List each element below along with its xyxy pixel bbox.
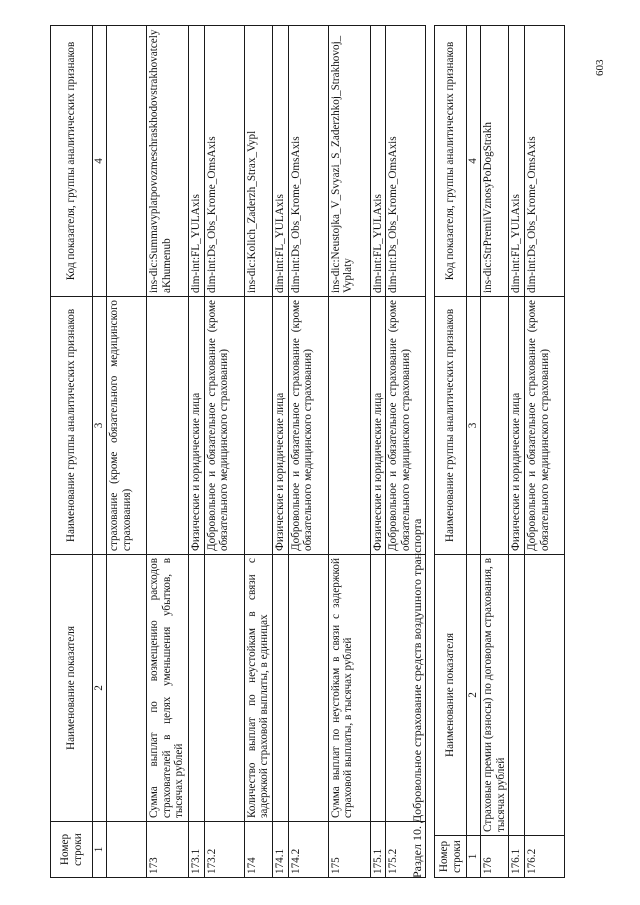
indicator-name	[509, 555, 525, 836]
indicator-name	[524, 555, 564, 836]
row-number: 173	[147, 822, 189, 878]
indicator-name	[189, 555, 205, 822]
section-title: Раздел 10. Добровольное страхование средств воздушного транспорта	[410, 518, 424, 878]
column-number: 3	[467, 297, 481, 555]
column-number: 4	[467, 26, 481, 297]
row-number: 176	[481, 836, 509, 878]
indicator-code: dim-int:FL_YULAxis	[370, 26, 386, 297]
column-number-row	[93, 26, 107, 878]
group-name: Добровольное и обязательное страхование (кроме обязательного медицинского страхования)	[386, 297, 426, 555]
page-number: 603	[594, 59, 606, 76]
indicator-code: dim-int:Ds_Obs_Krome_OmsAxis	[204, 26, 244, 297]
group-name: Добровольное и обязательное страхование (кроме обязательного медицинского страхования)	[288, 297, 328, 555]
row-number: 175.2	[386, 822, 426, 878]
indicator-name: Страховые премии (взносы) по договорам страхования, в тысячах рублей	[481, 555, 509, 836]
row-number: 174.1	[272, 822, 288, 878]
row-number: 176.1	[509, 836, 525, 878]
table-row	[107, 26, 147, 878]
indicator-name	[370, 555, 386, 822]
row-number: 174	[244, 822, 272, 878]
indicator-name: Сумма выплат по неустойкам в связи с задержкой страховой выплаты, в тысячах рублей	[328, 555, 370, 822]
column-number: 1	[467, 836, 481, 878]
header-code: Код показателя, группы аналитических признаков	[435, 26, 467, 297]
header-group-name: Наименование группы аналитических признаков	[435, 297, 467, 555]
table-row	[524, 26, 564, 878]
indicator-code: ins-dic:Neustojka_V_Svyazi_S_Zaderzhkoj_Strakhovoj_Vyplaty	[328, 26, 370, 297]
group-name: Добровольное и обязательное страхование (кроме обязательного медицинского страхования)	[524, 297, 564, 555]
indicator-name	[272, 555, 288, 822]
table-row	[328, 26, 370, 878]
group-name: Добровольное и обязательное страхование (кроме обязательного медицинского страхования)	[204, 297, 244, 555]
row-number: 174.2	[288, 822, 328, 878]
row-number: 173.2	[204, 822, 244, 878]
column-number: 3	[93, 297, 107, 555]
indicator-code: dim-int:FL_YULAxis	[509, 26, 525, 297]
indicator-code: dim-int:FL_YULAxis	[189, 26, 205, 297]
table-row	[244, 26, 272, 878]
column-number-row	[467, 26, 481, 878]
table-row	[204, 26, 244, 878]
header-row-number: Номер строки	[51, 822, 93, 878]
rotated-sheet	[50, 26, 590, 878]
header-code: Код показателя, группы аналитических признаков	[51, 26, 93, 297]
table-row	[288, 26, 328, 878]
group-name: Физические и юридические лица	[509, 297, 525, 555]
table-row	[370, 26, 386, 878]
group-name: Физические и юридические лица	[189, 297, 205, 555]
indicator-code	[107, 26, 147, 297]
indicator-code: dim-int:Ds_Obs_Krome_OmsAxis	[524, 26, 564, 297]
indicator-name	[204, 555, 244, 822]
column-number: 1	[93, 822, 107, 878]
table-header-row	[435, 26, 467, 878]
group-name	[328, 297, 370, 555]
group-name: страхование (кроме обязательного медицинского страхования)	[107, 297, 147, 555]
indicator-name	[288, 555, 328, 822]
row-number	[107, 822, 147, 878]
group-name	[147, 297, 189, 555]
group-name: Физические и юридические лица	[370, 297, 386, 555]
header-row-number: Номер строки	[435, 836, 467, 878]
table-row	[509, 26, 525, 878]
column-number: 4	[93, 26, 107, 297]
table-row	[481, 26, 509, 878]
indicator-name	[107, 555, 147, 822]
row-number: 175	[328, 822, 370, 878]
group-name	[481, 297, 509, 555]
table-row	[272, 26, 288, 878]
indicator-code: dim-int:Ds_Obs_Krome_OmsAxis	[386, 26, 426, 297]
header-indicator-name: Наименование показателя	[51, 555, 93, 822]
group-name: Физические и юридические лица	[272, 297, 288, 555]
row-number: 175.1	[370, 822, 386, 878]
indicator-code: ins-dic:StrPremiiVznosyPoDogStrakh	[481, 26, 509, 297]
group-name	[244, 297, 272, 555]
section-indicator-table	[434, 25, 565, 878]
table-row	[147, 26, 189, 878]
indicator-name: Сумма выплат по возмещению расходов страхователей в целях уменьшения убытков, в тысячах рублей	[147, 555, 189, 822]
indicator-code: dim-int:FL_YULAxis	[272, 26, 288, 297]
table-row	[189, 26, 205, 878]
row-number: 173.1	[189, 822, 205, 878]
indicator-name: Количество выплат по неустойкам в связи с задержкой страховой выплаты, в единицах	[244, 555, 272, 822]
indicator-code: dim-int:Ds_Obs_Krome_OmsAxis	[288, 26, 328, 297]
indicator-table	[50, 25, 426, 878]
header-indicator-name: Наименование показателя	[435, 555, 467, 836]
column-number: 2	[93, 555, 107, 822]
column-number: 2	[467, 555, 481, 836]
indicator-code: ins-dic:Kolich_Zaderzh_Strax_Vypl	[244, 26, 272, 297]
indicator-code: ins-dic:SummavyplatpovozmeschraskhodovstrakhovatcelyaKhumenub	[147, 26, 189, 297]
header-group-name: Наименование группы аналитических признаков	[51, 297, 93, 555]
table-header-row	[51, 26, 93, 878]
row-number: 176.2	[524, 836, 564, 878]
